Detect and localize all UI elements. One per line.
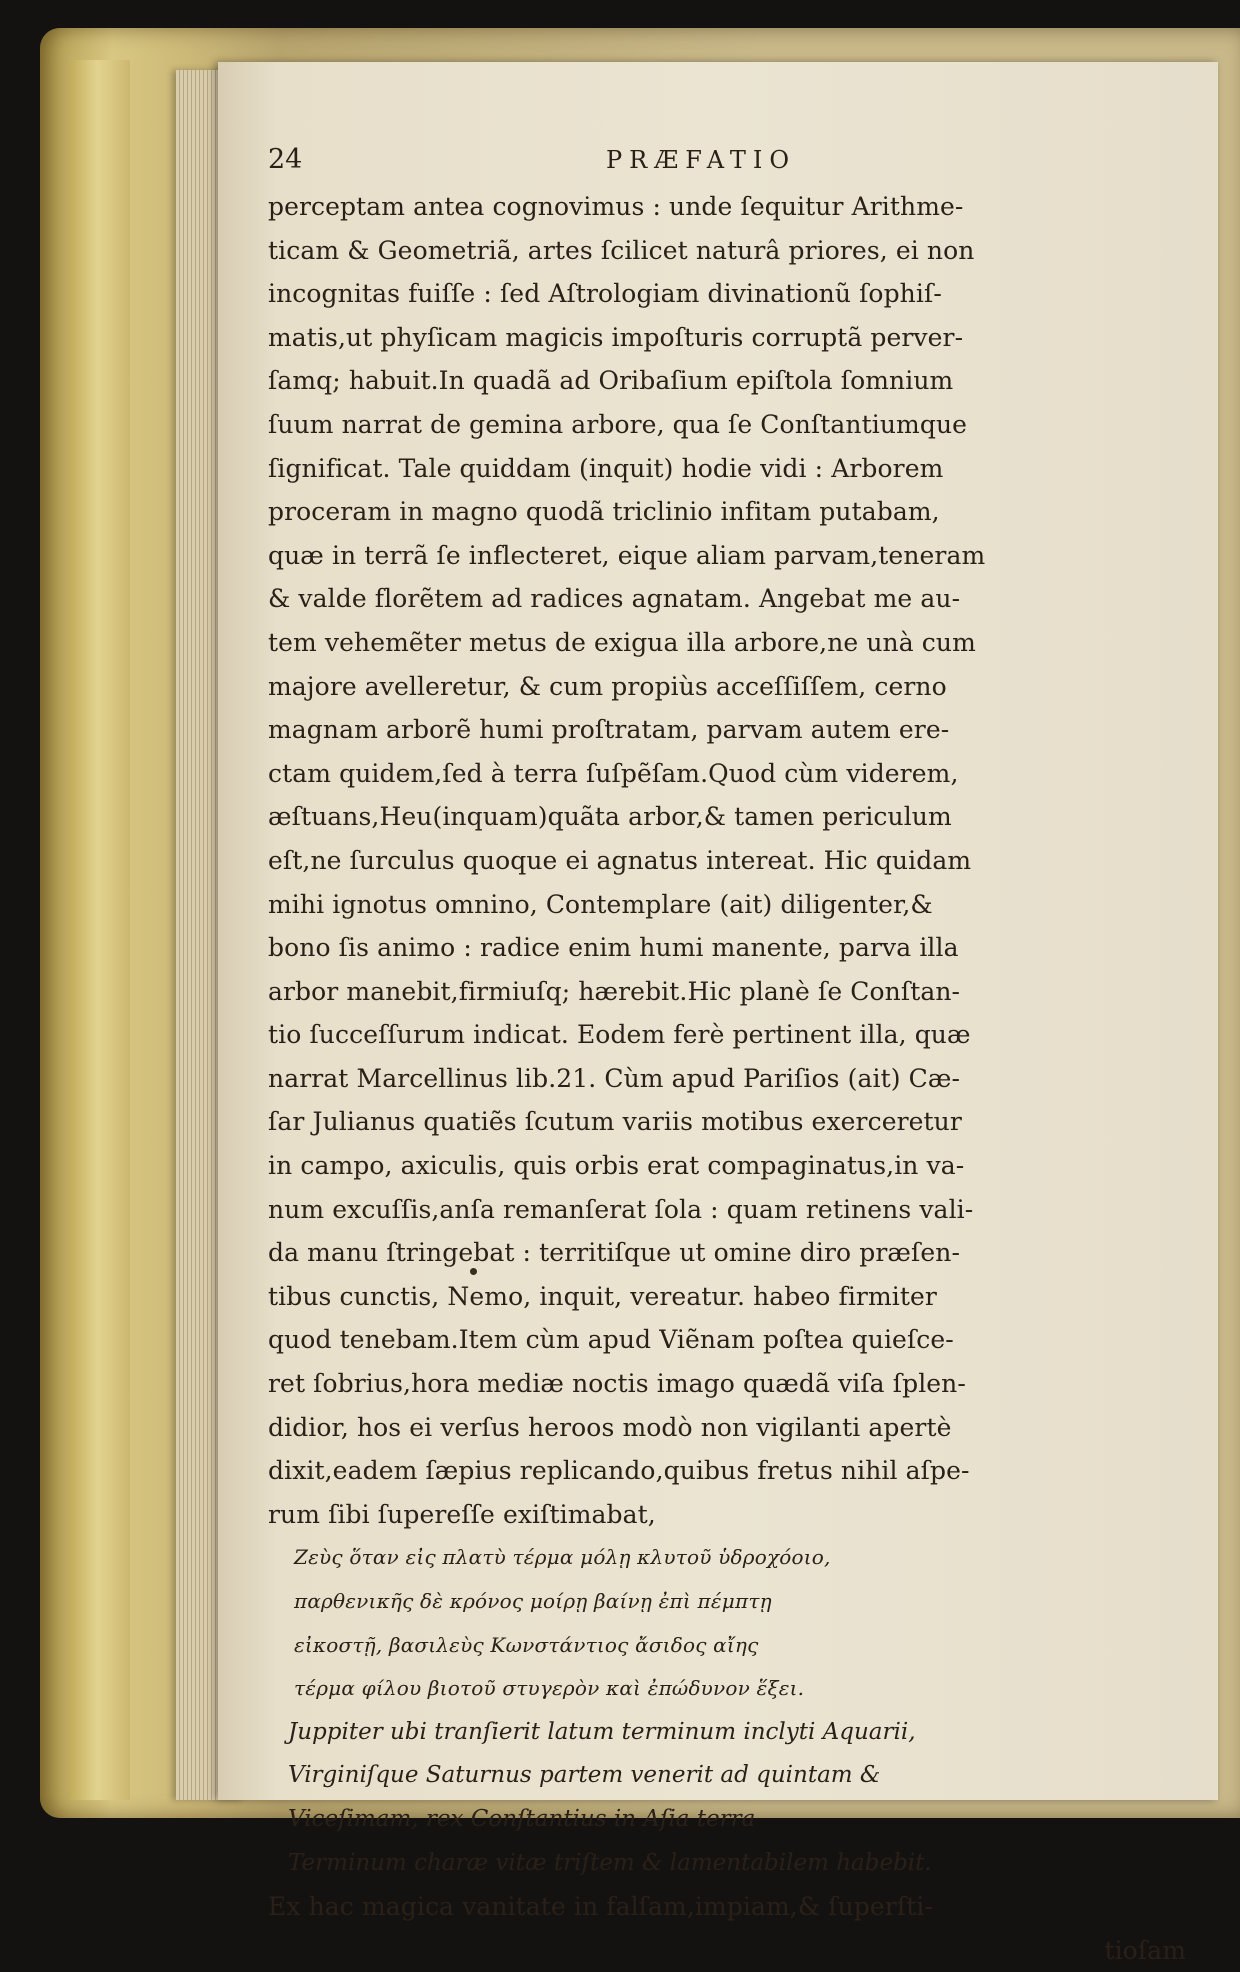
greek-verse-line: Ζεὺς ὅταν εἰς πλατὺ τέρμα μόλῃ κλυτοῦ ὑδροχόοιο,	[294, 1545, 831, 1570]
text-line: ret ſobrius,hora mediæ noctis imago quædã viſa ſplen-	[268, 1369, 966, 1399]
catchword: tioſam	[1104, 1935, 1186, 1965]
page-number: 24	[268, 144, 303, 175]
text-line: da manu ſtringebat : territiſque ut omine diro præſen-	[268, 1238, 960, 1268]
text-line: ſar Julianus quatiẽs ſcutum variis motibus exerceretur	[268, 1107, 962, 1137]
text-line: Ex hac magica vanitate in falſam,impiam,& ſuperſti-	[268, 1892, 933, 1922]
text-line: ctam quidem,ſed à terra ſuſpẽſam.Quod cùm viderem,	[268, 758, 959, 788]
text-line: tibus cunctis, Nemo, inquit, vereatur. habeo firmiter	[268, 1281, 937, 1311]
text-line: eſt,ne ſurculus quoque ei agnatus intereat. Hic quidam	[268, 845, 972, 875]
text-line: perceptam antea cognovimus : unde ſequitur Arithme-	[268, 192, 964, 221]
text-line: ſignificat. Tale quiddam (inquit) hodie vidi : Arborem	[268, 453, 944, 483]
greek-verse-line: τέρμα φίλου βιοτοῦ στυγερὸν καὶ ἐπώδυνον ἕξει.	[294, 1676, 805, 1701]
text-line: didior, hos ei verſus heroos modò non vigilanti apertè	[268, 1412, 952, 1442]
text-line: tio ſucceſſurum indicat. Eodem ferè pertinent illa, quæ	[268, 1020, 971, 1050]
greek-verse-line: παρθενικῆς δὲ κρόνος μοίρῃ βαίνῃ ἐπὶ πέμπτῃ	[294, 1589, 772, 1613]
text-line: magnam arborẽ humi proſtratam, parvam autem ere-	[268, 715, 950, 745]
text-line: rum ſibi ſupereſſe exiſtimabat,	[268, 1499, 656, 1529]
closing-block	[268, 1885, 1198, 1972]
text-line: quod tenebam.Item cùm apud Viẽnam poſtea quieſce-	[268, 1325, 954, 1355]
text-line: mihi ignotus omnino, Contemplare (ait) diligenter,&	[268, 889, 933, 919]
running-title: PRÆFATIO	[606, 146, 796, 174]
text-line: quæ in terrã ſe inflecteret, eique aliam parvam,teneram	[268, 540, 986, 570]
latin-verse-block	[268, 1711, 1198, 1885]
text-line: ticam & Geometriã, artes ſcilicet naturâ priores, ei non	[268, 235, 975, 265]
page-text	[268, 135, 1198, 1972]
latin-verse-line: Viceſimam, rex Conſtantius in Aſia terra	[288, 1805, 756, 1832]
text-line: ſuum narrat de gemina arbore, qua ſe Conſtantiumque	[268, 409, 968, 439]
text-line: tem vehemẽter metus de exigua illa arbore,ne unà cum	[268, 627, 976, 657]
latin-verse-line: Juppiter ubi tranſierit latum terminum inclyti Aquarii,	[288, 1718, 916, 1745]
text-line: proceram in magno quodã triclinio infitam putabam,	[268, 497, 940, 527]
prose-block	[268, 185, 1198, 1536]
book-spine-binding	[70, 60, 130, 1800]
text-line: majore avelleretur, & cum propiùs acceſſiſſem, cerno	[268, 671, 947, 701]
text-line: narrat Marcellinus lib.21. Cùm apud Pariſios (ait) Cæ-	[268, 1063, 961, 1093]
greek-verse-line: εἰκοστῇ, βασιλεὺς Κωνστάντιος ἄσιδος αἴης	[294, 1632, 759, 1657]
text-line: dixit,eadem ſæpius replicando,quibus fretus nihil aſpe-	[268, 1456, 970, 1486]
text-line: æſtuans,Heu(inquam)quãta arbor,& tamen periculum	[268, 802, 952, 832]
text-line: matis,ut phyſicam magicis impoſturis corruptã perver-	[268, 322, 964, 352]
page-header	[268, 135, 1198, 185]
latin-verse-line: Virginiſque Saturnus partem venerit ad quintam &	[288, 1762, 881, 1789]
text-line: arbor manebit,firmiuſq; hærebit.Hic planè ſe Conſtan-	[268, 976, 961, 1006]
latin-verse-line: Terminum charæ vitæ triſtem & lamentabilem habebit.	[288, 1849, 932, 1876]
text-line: num excuſſis,anſa remanſerat ſola : quam retinens vali-	[268, 1194, 974, 1224]
text-line: incognitas fuiſſe : ſed Aſtrologiam divinationũ ſophiſ-	[268, 279, 942, 309]
text-line: in campo, axiculis, quis orbis erat compaginatus,in va-	[268, 1151, 965, 1181]
text-line: bono ſis animo : radice enim humi manente, parva illa	[268, 933, 959, 963]
greek-verse-block	[268, 1536, 1198, 1710]
text-line: & valde florẽtem ad radices agnatam. Angebat me au-	[268, 584, 961, 614]
text-line: ſamq; habuit.In quadã ad Oribaſium epiſtola ſomnium	[268, 366, 954, 396]
